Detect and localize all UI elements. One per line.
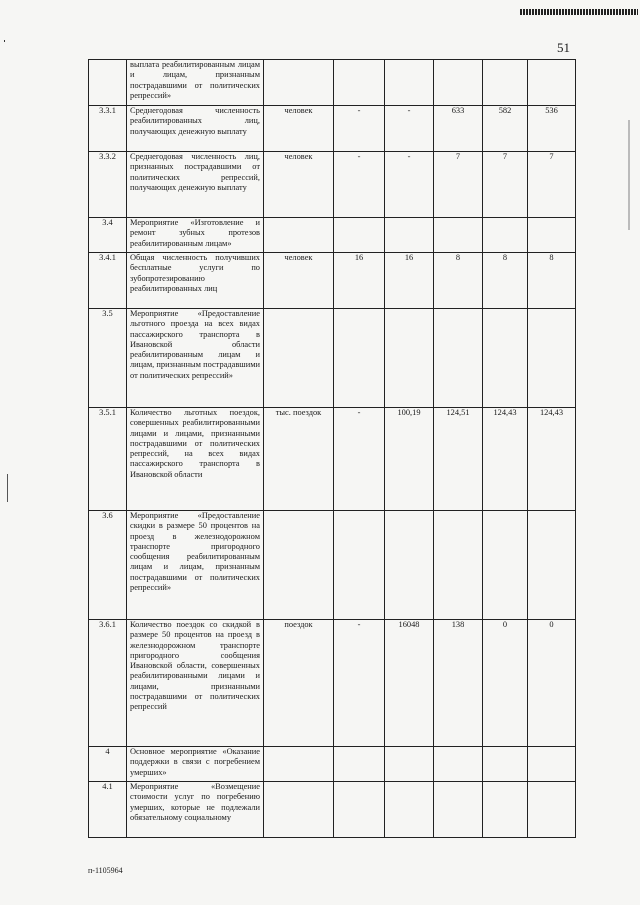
table-row: 3.6.1 Количество поездок со скидкой в размере 50 процентов на проезд в железнодорожном транспорте пригородного сообщения Ивановской области, совершенных реабилитированными лицами и лицами, признанными пострадавшими от политических репрессий поездок - 16048 138 0 0 xyxy=(89,620,576,747)
scan-line-mark xyxy=(7,474,8,502)
table-row: 3.4 Мероприятие «Изготовление и ремонт зубных протезов реабилитированным лицам» xyxy=(89,218,576,253)
table-row: 3.5.1 Количество льготных поездок, совершенных реабилитированными лицами и лицами, признанными пострадавшими от политических репрессий, на всех видах пассажирского транспорта в Ивановской области тыс. поездок - 100,19 124,51 124,43 124,43 xyxy=(89,408,576,511)
scan-dot xyxy=(4,40,5,42)
table-row: выплата реабилитированным лицам и лицам, признанным пострадавшими от политических репрессий» xyxy=(89,60,576,106)
indicators-table xyxy=(88,59,576,838)
document-code: п-1105964 xyxy=(88,866,123,875)
table-row: 3.4.1 Общая численность получивших бесплатные услуги по зубопротезированию реабилитированных лиц человек 16 16 8 8 8 xyxy=(89,253,576,309)
table-row: 3.3.2 Среднегодовая численность лиц, признанных пострадавшими от политических репрессий, получающих денежную выплату человек - - 7 7 7 xyxy=(89,152,576,218)
scan-edge-mark xyxy=(520,9,638,15)
table-row: 3.5 Мероприятие «Предоставление льготного проезда на всех видах пассажирского транспорта в Ивановской области реабилитированным лицам и лицам, признанным пострадавшими от политических репрессий» xyxy=(89,309,576,408)
table-row: 4.1 Мероприятие «Возмещение стоимости услуг по погребению умерших, которые не подлежали обязательному социальному xyxy=(89,782,576,838)
scan-shadow xyxy=(628,120,630,230)
table-row: 3.6 Мероприятие «Предоставление скидки в размере 50 процентов на проезд в железнодорожном транспорте пригородного сообщения реабилитированным лицам и лицам, признанным пострадавшими от политических репрессий» xyxy=(89,511,576,620)
page-number: 51 xyxy=(557,40,570,55)
table-row: 3.3.1 Среднегодовая численность реабилитированных лиц, получающих денежную выплату человек - - 633 582 536 xyxy=(89,106,576,152)
table-row: 4 Основное мероприятие «Оказание поддержки в связи с погребением умерших» xyxy=(89,747,576,782)
